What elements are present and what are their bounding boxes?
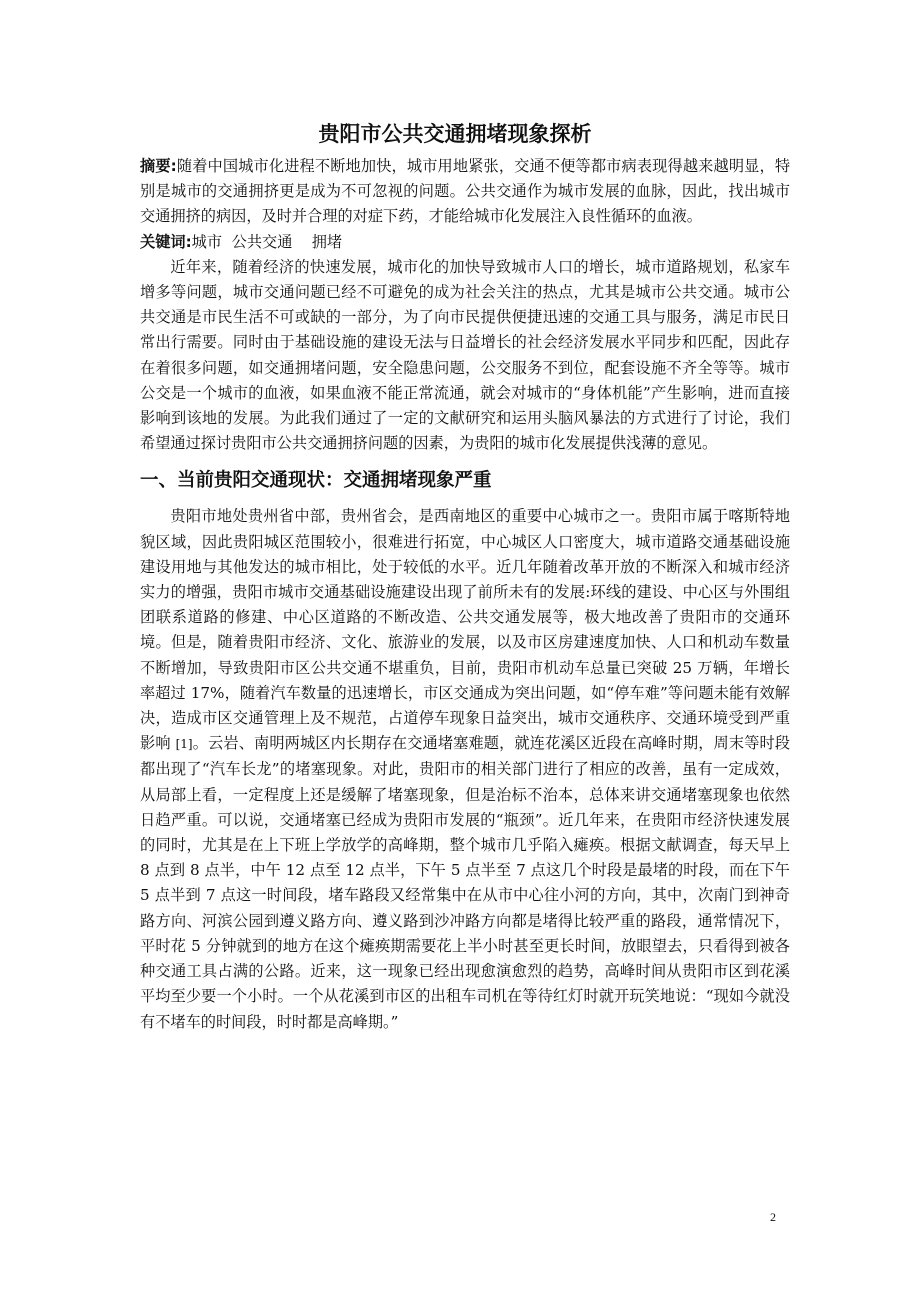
- abstract-text: 随着中国城市化进程不断地加快，城市用地紧张，交通不便等都市病表现得越来越明显，特别是城市的交通拥挤更是成为不可忽视的问题。公共交通作为城市发展的血脉，因此，找出城市交通拥挤的病因，及时并合理的对症下药，才能给城市化发展注入良性循环的血液。: [140, 157, 791, 226]
- intro-paragraph: 近年来，随着经济的快速发展，城市化的加快导致城市人口的增长，城市道路规划，私家车增多等问题，城市交通问题已经不可避免的成为社会关注的热点，尤其是城市公共交通。城市公共交通是市民生活不可或缺的一部分，为了向市民提供便捷迅速的交通工具与服务，满足市民日常出行需要。同时由于基础设施的建设无法与日益增长的社会经济发展水平同步和匹配，因此存在着很多问题，如交通拥堵问题，安全隐患问题，公交服务不到位，配套设施不齐全等等。城市公交是一个城市的血液，如果血液不能正常流通，就会对城市的“身体机能”产生影响，进而直接影响到该地的发展。为此我们通过了一定的文献研究和运用头脑风暴法的方式进行了讨论，我们希望通过探讨贵阳市公共交通拥挤问题的因素，为贵阳的城市化发展提供浅薄的意见。: [140, 257, 790, 453]
- body-paragraph: [140, 504, 790, 1034]
- body-text-part1: 贵阳市地处贵州省中部，贵州省会，是西南地区的重要中心城市之一。贵阳市属于喀斯特地貌区域，因此贵阳城区范围较小，很难进行拓宽，中心城区人口密度大，城市道路交通基础设施建设用地与其他发达的城市相比，处于较低的水平。近几年随着改革开放的不断深入和城市经济实力的增强，贵阳市城市交通基础设施建设出现了前所未有的发展:环线的建设、中心区与外围组团联系道路的修建、中心区道路的不断改造、公共交通发展等，极大地改善了贵阳市的交通环境。但是，随着贵阳市经济、文化、旅游业的发展，以及市区房建速度加快、人口和机动车数量不断增加，导致贵阳市区公共交通不堪重负，目前，贵阳市机动车总量已突破 25 万辆，年增长率超过 17%，随着汽车数量的迅速增长，市区交通成为突出问题，如“停车难”等问题未能有效解决，造成市区交通管理上及不规范，占道停车现象日益突出，城市交通秩序、交通环境受到严重影响: [140, 507, 790, 753]
- keywords-label: 关键词:: [140, 232, 192, 251]
- body-text-part2: 。云岩、南明两城区内长期存在交通堵塞难题，就连花溪区近段在高峰时期，周末等时段都出现了“汽车长龙”的堵塞现象。对此，贵阳市的相关部门进行了相应的改善，虽有一定成效，从局部上看，一定程度上还是缓解了堵塞现象，但是治标不治本，总体来讲交通堵塞现象也依然日趋严重。可以说，交通堵塞已经成为贵阳市发展的“瓶颈”。近几年来，在贵阳市经济快速发展的同时，尤其是在上下班上学放学的高峰期，整个城市几乎陷入瘫痪。根据文献调查，每天早上 8 点到 8 点半，中午 12 点至 12 点半，下午 5 点半至 7 点这几个时段是最堵的时段，而在下午 5 点半到 7 点这一时间段，堵车路段又经常集中在从市中心往小河的方向，其中，次南门到神奇路方向、河滨公园到遵义路方向、遵义路到沙冲路方向都是堵得比较严重的路段，通常情况下，平时花 5 分钟就到的地方在这个瘫痪期需要花上半小时甚至更长时间，放眼望去，只看得到被各种交通工具占满的公路。近来，这一现象已经出现愈演愈烈的趋势，高峰时间从贵阳市区到花溪平均至少要一个小时。一个从花溪到市区的出租车司机在等待红灯时就开玩笑地说：“现如今就没有不堵车的时间段，时时都是高峰期。”: [140, 734, 791, 1031]
- document-title: 贵阳市公共交通拥堵现象探析: [318, 122, 592, 146]
- abstract-label: 摘要:: [140, 157, 177, 175]
- keywords-text: 城市 公共交通 拥堵: [191, 232, 343, 251]
- keywords: [140, 230, 790, 255]
- document-page: [140, 118, 790, 1035]
- abstract: [140, 154, 790, 230]
- page-number: 2: [770, 1210, 776, 1224]
- section-heading: 一、当前贵阳交通现状：交通拥堵现象严重: [140, 470, 492, 492]
- citation-ref: [1]: [175, 737, 193, 752]
